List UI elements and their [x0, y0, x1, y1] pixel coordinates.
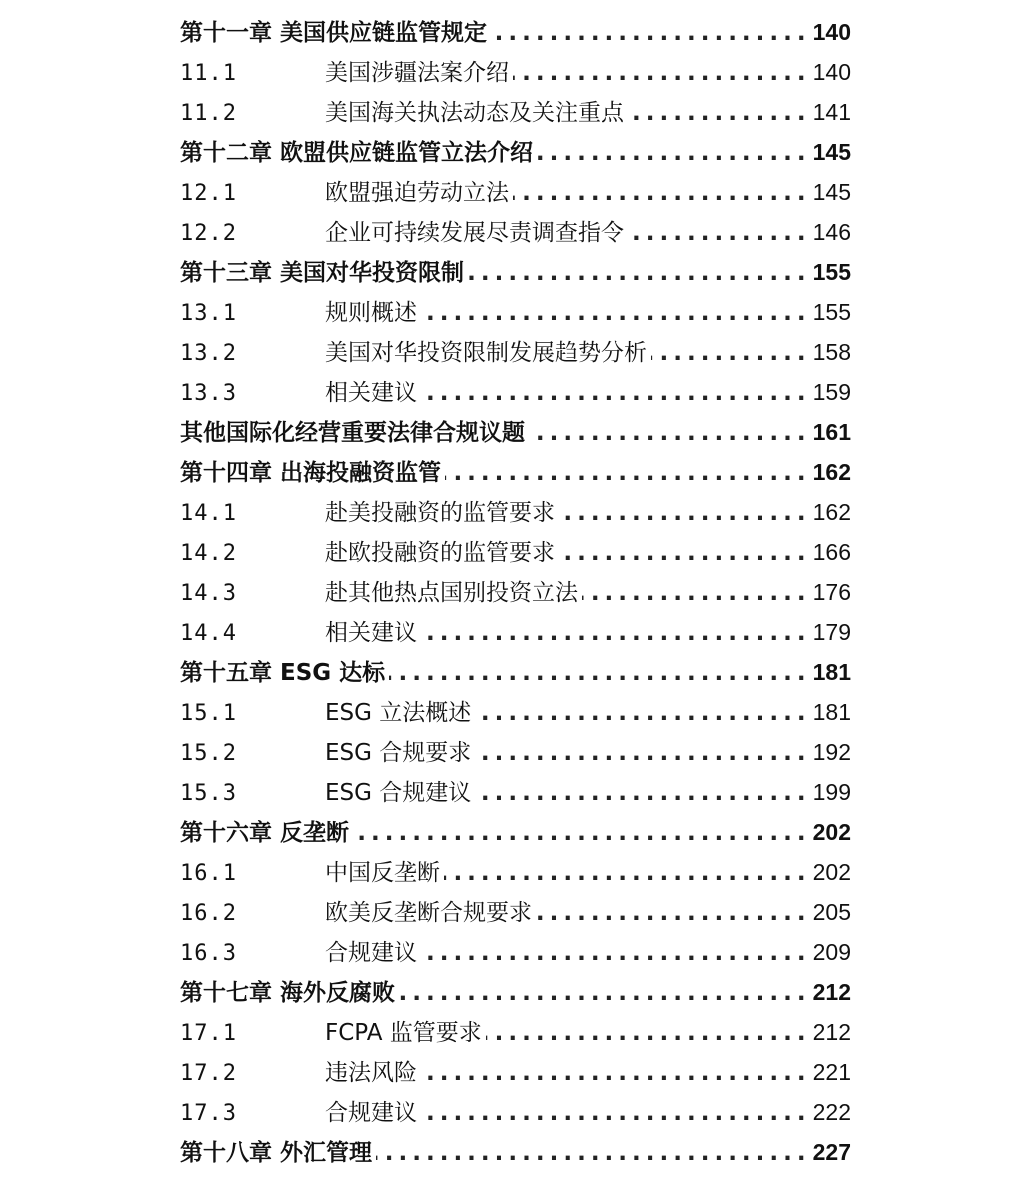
toc-entry-title: 相关建议 — [325, 380, 417, 406]
toc-section-number: 15.2 — [180, 741, 237, 766]
toc-section-row[interactable] — [180, 292, 851, 332]
toc-section-number: 14.4 — [180, 621, 237, 646]
toc-page-number: 222 — [812, 1099, 851, 1125]
dot-leader — [421, 1053, 811, 1093]
toc-entry-title: 第十六章 反垄断 — [180, 820, 350, 846]
toc-page-number: 181 — [812, 659, 851, 685]
toc-section-number: 12.1 — [180, 181, 237, 206]
dot-leader — [651, 333, 811, 373]
toc-page-number: 179 — [812, 619, 851, 645]
dot-leader — [389, 653, 810, 693]
dot-leader — [628, 213, 811, 253]
dot-leader — [475, 773, 810, 813]
toc-chapter-row[interactable] — [180, 972, 851, 1012]
dot-leader — [537, 133, 811, 173]
toc-chapter-row[interactable] — [180, 252, 851, 292]
dot-leader — [536, 893, 811, 933]
dot-leader — [559, 533, 811, 573]
toc-entry-title: 相关建议 — [325, 620, 417, 646]
toc-section-row[interactable] — [180, 372, 851, 412]
toc-section-number: 17.2 — [180, 1061, 237, 1086]
toc-entry-title: 合规建议 — [325, 940, 417, 966]
toc-part-row[interactable] — [180, 412, 851, 452]
dot-leader — [475, 733, 810, 773]
toc-section-number: 15.3 — [180, 781, 237, 806]
toc-entry-title: 第十八章 外汇管理 — [180, 1140, 373, 1166]
toc-chapter-row[interactable] — [180, 652, 851, 692]
toc-section-row[interactable] — [180, 532, 851, 572]
toc-entry-title: 其他国际化经营重要法律合规议题 — [180, 420, 525, 446]
toc-entry-title: ESG 合规要求 — [325, 740, 472, 766]
toc-section-number: 17.3 — [180, 1101, 237, 1126]
toc-section-number: 13.1 — [180, 301, 237, 326]
toc-entry-title: 第十七章 海外反腐败 — [180, 980, 396, 1006]
toc-chapter-row[interactable] — [180, 132, 851, 172]
toc-page-number: 202 — [812, 819, 851, 845]
toc-entry-title: 赴欧投融资的监管要求 — [325, 540, 555, 566]
dot-leader — [421, 933, 811, 973]
toc-page-number: 181 — [812, 699, 851, 725]
toc-page-number: 158 — [812, 339, 851, 365]
toc-entry-title: 美国涉疆法案介绍 — [325, 60, 509, 86]
toc-entry-title: 合规建议 — [325, 1100, 417, 1126]
toc-entry-title: 第十一章 美国供应链监管规定 — [180, 20, 488, 46]
dot-leader — [529, 413, 811, 453]
toc-section-row[interactable] — [180, 172, 851, 212]
toc-section-row[interactable] — [180, 892, 851, 932]
toc-entry-title: 企业可持续发展尽责调查指令 — [325, 220, 624, 246]
dot-leader — [486, 1013, 811, 1053]
toc-chapter-row[interactable] — [180, 12, 851, 52]
toc-page-number: 155 — [812, 259, 851, 285]
toc-section-number: 14.3 — [180, 581, 237, 606]
dot-leader — [468, 253, 811, 293]
dot-leader — [376, 1133, 811, 1173]
toc-section-row[interactable] — [180, 732, 851, 772]
dot-leader — [445, 453, 811, 493]
toc-section-number: 14.1 — [180, 501, 237, 526]
toc-section-number: 13.3 — [180, 381, 237, 406]
dot-leader — [399, 973, 811, 1013]
toc-section-number: 14.2 — [180, 541, 237, 566]
toc-page-number: 227 — [812, 1139, 851, 1165]
toc-chapter-row[interactable] — [180, 1132, 851, 1172]
toc-page-number: 162 — [812, 499, 851, 525]
toc-section-row[interactable] — [180, 52, 851, 92]
dot-leader — [353, 813, 811, 853]
toc-page-number: 166 — [812, 539, 851, 565]
toc-page-number: 209 — [812, 939, 851, 965]
toc-entry-title: 第十三章 美国对华投资限制 — [180, 260, 465, 286]
toc-page-number: 212 — [812, 979, 851, 1005]
dot-leader — [444, 853, 811, 893]
toc-section-number: 16.3 — [180, 941, 237, 966]
toc-page-number: 202 — [812, 859, 851, 885]
toc-entry-title: 中国反垄断 — [325, 860, 440, 886]
toc-section-number: 16.1 — [180, 861, 237, 886]
toc-page-number: 141 — [812, 99, 851, 125]
toc-section-row[interactable] — [180, 212, 851, 252]
toc-section-row[interactable] — [180, 772, 851, 812]
toc-section-row[interactable] — [180, 92, 851, 132]
toc-page-number: 176 — [812, 579, 851, 605]
toc-section-row[interactable] — [180, 852, 851, 892]
toc-section-number: 15.1 — [180, 701, 237, 726]
table-of-contents — [180, 12, 851, 1172]
toc-page-number: 155 — [812, 299, 851, 325]
toc-entry-title: 赴其他热点国别投资立法 — [325, 580, 578, 606]
toc-entry-title: 第十四章 出海投融资监管 — [180, 460, 442, 486]
dot-leader — [513, 173, 811, 213]
toc-entry-title: ESG 立法概述 — [325, 700, 472, 726]
dot-leader — [582, 573, 811, 613]
toc-section-row[interactable] — [180, 332, 851, 372]
toc-entry-title: 第十二章 欧盟供应链监管立法介绍 — [180, 140, 534, 166]
toc-section-row[interactable] — [180, 492, 851, 532]
toc-page-number: 161 — [812, 419, 851, 445]
toc-entry-title: ESG 合规建议 — [325, 780, 472, 806]
toc-page-number: 192 — [812, 739, 851, 765]
toc-entry-title: 规则概述 — [325, 300, 417, 326]
toc-section-number: 11.2 — [180, 101, 237, 126]
toc-entry-title: 第十五章 ESG 达标 — [180, 660, 386, 686]
toc-section-row[interactable] — [180, 572, 851, 612]
toc-chapter-row[interactable] — [180, 812, 851, 852]
dot-leader — [559, 493, 811, 533]
toc-entry-title: 违法风险 — [325, 1060, 417, 1086]
toc-section-number: 11.1 — [180, 61, 237, 86]
dot-leader — [421, 373, 811, 413]
toc-page-number: 205 — [812, 899, 851, 925]
toc-entry-title: 欧美反垄断合规要求 — [325, 900, 532, 926]
toc-section-number: 16.2 — [180, 901, 237, 926]
toc-entry-title: 赴美投融资的监管要求 — [325, 500, 555, 526]
toc-chapter-row[interactable] — [180, 452, 851, 492]
toc-page-number: 146 — [812, 219, 851, 245]
toc-section-number: 17.1 — [180, 1021, 237, 1046]
toc-section-row[interactable] — [180, 692, 851, 732]
dot-leader — [491, 13, 811, 53]
toc-section-row[interactable] — [180, 612, 851, 652]
dot-leader — [628, 93, 811, 133]
dot-leader — [513, 53, 811, 93]
toc-section-number: 13.2 — [180, 341, 237, 366]
toc-entry-title: FCPA 监管要求 — [325, 1020, 482, 1046]
toc-section-row[interactable] — [180, 932, 851, 972]
toc-page-number: 145 — [812, 139, 851, 165]
toc-page-number: 199 — [812, 779, 851, 805]
toc-entry-title: 欧盟强迫劳动立法 — [325, 180, 509, 206]
dot-leader — [421, 293, 811, 333]
toc-section-number: 12.2 — [180, 221, 237, 246]
toc-page-number: 159 — [812, 379, 851, 405]
toc-entry-title: 美国海关执法动态及关注重点 — [325, 100, 624, 126]
dot-leader — [421, 613, 811, 653]
toc-page-number: 140 — [812, 19, 851, 45]
toc-page-number: 145 — [812, 179, 851, 205]
toc-section-row[interactable] — [180, 1012, 851, 1052]
toc-page-number: 140 — [812, 59, 851, 85]
dot-leader — [421, 1093, 811, 1133]
toc-section-row[interactable] — [180, 1052, 851, 1092]
toc-entry-title: 美国对华投资限制发展趋势分析 — [325, 340, 647, 366]
toc-section-row[interactable] — [180, 1092, 851, 1132]
toc-page-number: 221 — [812, 1059, 851, 1085]
toc-page-number: 162 — [812, 459, 851, 485]
toc-page-number: 212 — [812, 1019, 851, 1045]
dot-leader — [475, 693, 810, 733]
